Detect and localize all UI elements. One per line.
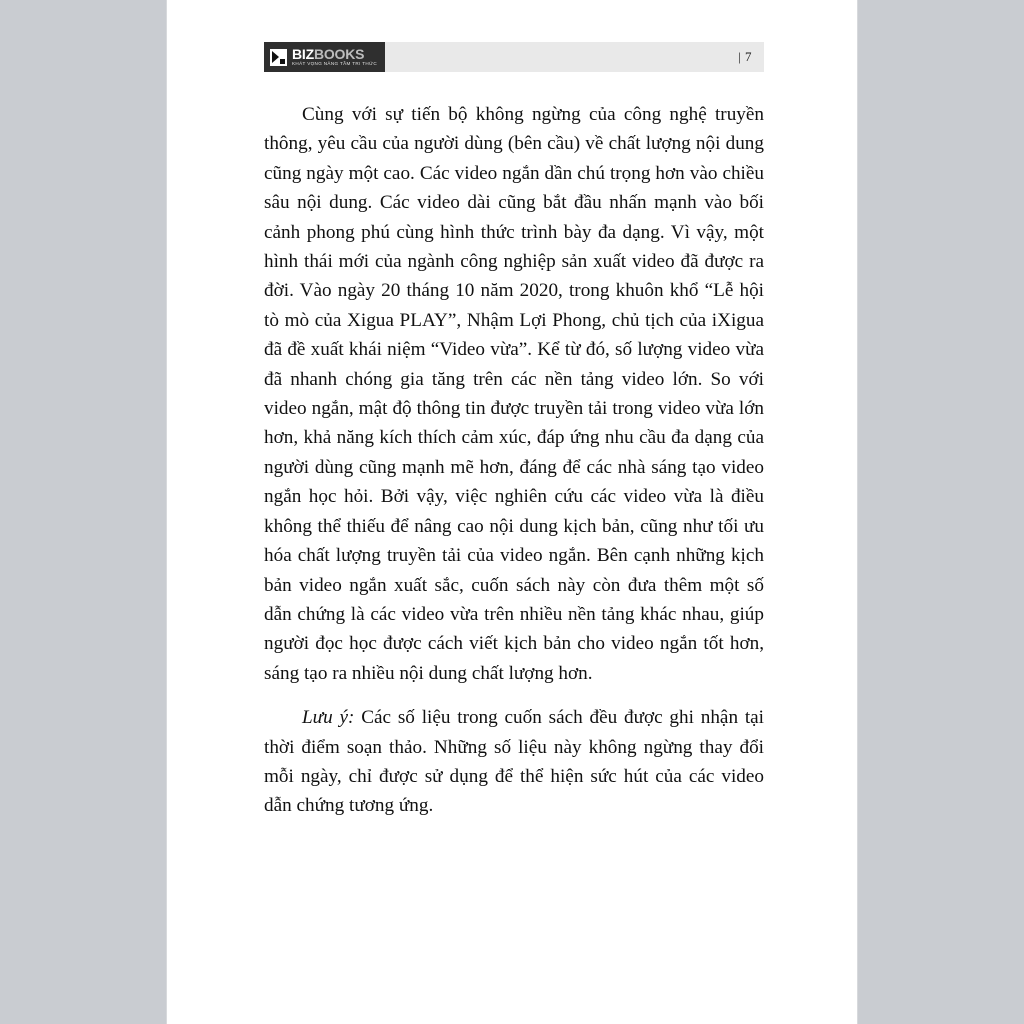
book-logo-icon (270, 49, 287, 66)
paragraph-1: Cùng với sự tiến bộ không ngừng của công nghệ truyền thông, yêu cầu của người dùng (bên cầu) về chất lượng nội dung cũng ngày một cao. Các video ngắn dần chú trọng hơn vào chiều sâu nội dung. Các video dài cũng bắt đầu nhấn mạnh vào bối cảnh phong phú cùng hình thức trình bày đa dạng. Vì vậy, một hình thái mới của ngành công nghiệp sản xuất video đã được ra đời. Vào ngày 20 tháng 10 năm 2020, trong khuôn khổ “Lễ hội tò mò của Xigua PLAY”, Nhậm Lợi Phong, chủ tịch của iXigua đã đề xuất khái niệm “Video vừa”. Kể từ đó, số lượng video vừa đã nhanh chóng gia tăng trên các nền tảng video lớn. So với video ngắn, mật độ thông tin được truyền tải trong video vừa lớn hơn, khả năng kích thích cảm xúc, đáp ứng nhu cầu đa dạng của người dùng cũng mạnh mẽ hơn, đáng để các nhà sáng tạo video ngắn học hỏi. Bởi vậy, việc nghiên cứu các video vừa là điều không thể thiếu để nâng cao nội dung kịch bản, cũng như tối ưu hóa chất lượng truyền tải của video ngắn. Bên cạnh những kịch bản video ngắn xuất sắc, cuốn sách này còn đưa thêm một số dẫn chứng là các video vừa trên nhiều nền tảng khác nhau, giúp người đọc học được cách viết kịch bản cho video ngắn tốt hơn, sáng tạo ra nhiều nội dung chất lượng hơn. (264, 104, 764, 684)
body-content (264, 100, 764, 821)
note-text: Các số liệu trong cuốn sách đều được ghi nhận tại thời điểm soạn thảo. Những số liệu này không ngừng thay đổi mỗi ngày, chỉ được sử dụng để thể hiện sức hút của các video dẫn chứng tương ứng. (264, 707, 764, 817)
publisher-logo-text (292, 47, 377, 67)
publisher-name (292, 47, 377, 61)
publisher-tagline: KHÁT VỌNG NÂNG TẦM TRI THỨC (292, 61, 378, 67)
publisher-name-secondary: BOOKS (313, 45, 365, 62)
document-page (167, 0, 857, 1024)
publisher-logo (264, 42, 385, 72)
page-number: | 7 (738, 49, 752, 64)
note-label: Lưu ý: (302, 707, 355, 729)
page-content-area (264, 0, 764, 1024)
paragraph-2 (264, 703, 764, 821)
publisher-name-primary: BIZ (292, 45, 314, 62)
page-header (264, 42, 764, 72)
